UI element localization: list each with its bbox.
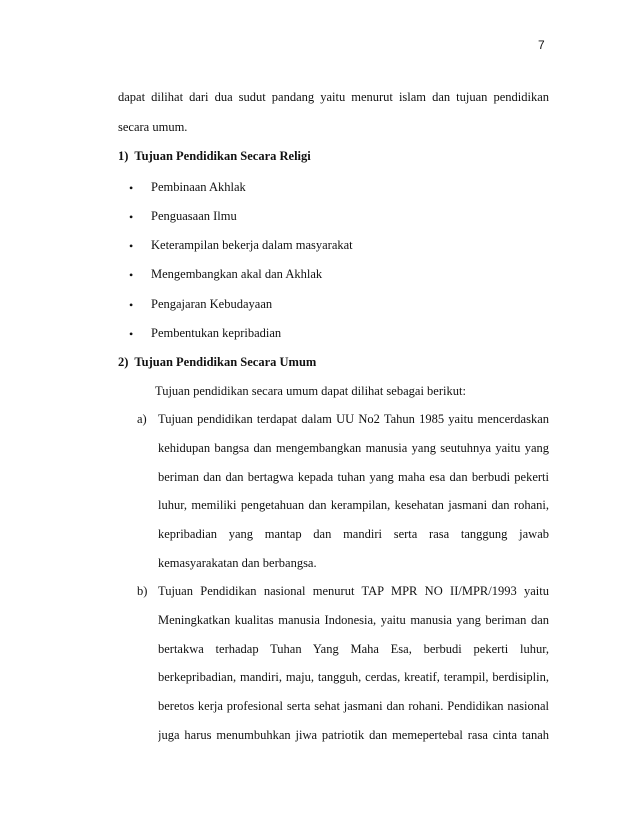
bullet-icon: •: [129, 298, 134, 312]
bullet-icon: •: [129, 239, 134, 253]
bullet-icon: •: [129, 327, 134, 341]
item-b-line-4: berkepribadian, mandiri, maju, tangguh, cerdas, kreatif, terampil, berdisiplin,: [158, 670, 549, 684]
page-number: 7: [538, 38, 545, 52]
section-2-intro: Tujuan pendidikan secara umum dapat dilihat sebagai berikut:: [155, 384, 466, 398]
item-b-line-5: beretos kerja profesional serta sehat jasmani dan rohani. Pendidikan nasional: [158, 699, 549, 713]
item-a-line-3: beriman dan dan bertagwa kepada tuhan yang maha esa dan berbudi pekerti: [158, 470, 549, 484]
section-2-heading: 2) Tujuan Pendidikan Secara Umum: [118, 355, 317, 369]
list-item-label: Pembentukan kepribadian: [151, 326, 282, 340]
list-item-label: Penguasaan Ilmu: [151, 209, 237, 223]
item-a-line-2: kehidupan bangsa dan mengembangkan manusia yang seutuhnya yaitu yang: [158, 441, 549, 455]
item-b-line-6: juga harus menumbuhkan jiwa patriotik dan memepertebal rasa cinta tanah: [158, 728, 549, 742]
list-item-label: Pembinaan Akhlak: [151, 180, 246, 194]
item-b-line-1: Tujuan Pendidikan nasional menurut TAP MPR NO II/MPR/1993 yaitu: [158, 584, 549, 598]
bullet-icon: •: [129, 181, 134, 195]
bullet-icon: •: [129, 268, 134, 282]
section-1-heading: 1) Tujuan Pendidikan Secara Religi: [118, 149, 311, 163]
intro-line-2: secara umum.: [118, 120, 188, 134]
bullet-icon: •: [129, 210, 134, 224]
intro-line-1: dapat dilihat dari dua sudut pandang yaitu menurut islam dan tujuan pendidikan: [118, 90, 549, 104]
item-a-line-4: luhur, memiliki pengetahuan dan kerampilan, kesehatan jasmani dan rohani,: [158, 498, 549, 512]
item-b-line-2: Meningkatkan kualitas manusia Indonesia, yaitu manusia yang beriman dan: [158, 613, 549, 627]
list-item-label: Pengajaran Kebudayaan: [151, 297, 273, 311]
item-a-line-6: kemasyarakatan dan berbangsa.: [158, 556, 317, 570]
item-a-line-1: Tujuan pendidikan terdapat dalam UU No2 Tahun 1985 yaitu mencerdaskan: [158, 412, 549, 426]
list-item-label: Mengembangkan akal dan Akhlak: [151, 267, 323, 281]
item-b-marker: b): [137, 584, 148, 598]
item-a-line-5: kepribadian yang mantap dan mandiri serta rasa tanggung jawab: [158, 527, 549, 541]
list-item-label: Keterampilan bekerja dalam masyarakat: [151, 238, 353, 252]
item-b-line-3: bertakwa terhadap Tuhan Yang Maha Esa, berbudi pekerti luhur,: [158, 642, 549, 656]
item-a-marker: a): [137, 412, 147, 426]
